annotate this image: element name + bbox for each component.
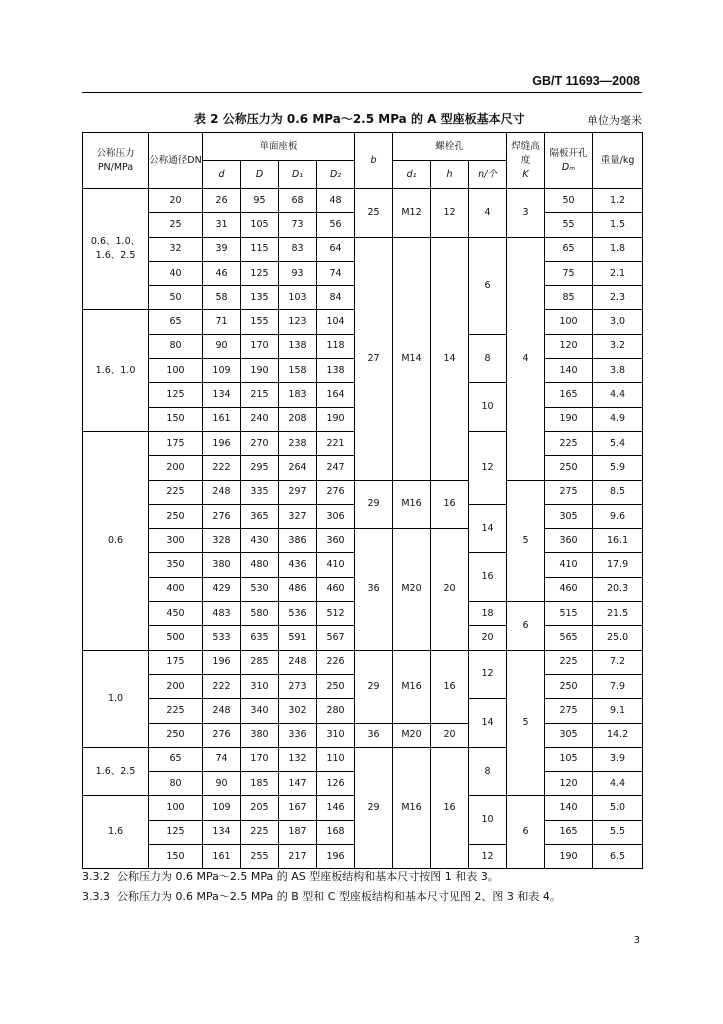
cell-D2: 104 [317,310,355,334]
header-b: b [355,133,393,189]
cell-D2: 168 [317,820,355,844]
cell-weight: 5.9 [593,456,643,480]
cell-D1: 68 [279,189,317,213]
cell-pressure: 0.6、1.0、1.6、2.5 [83,189,149,310]
header-d1: d₁ [393,161,431,189]
cell-d: 31 [203,213,241,237]
cell-dn: 175 [149,431,203,455]
cell-D2: 360 [317,529,355,553]
cell-weight: 8.5 [593,480,643,504]
cell-weight: 7.2 [593,650,643,674]
cell-dm: 190 [545,407,593,431]
cell-weld-k: 5 [507,650,545,796]
cell-bolt-n: 8 [469,334,507,383]
cell-bolt-d1: M20 [393,529,431,650]
cell-D2: 221 [317,431,355,455]
cell-D2: 64 [317,237,355,261]
cell-D2: 56 [317,213,355,237]
cell-D: 255 [241,845,279,869]
cell-weight: 9.6 [593,504,643,528]
cell-dn: 350 [149,553,203,577]
cell-dm: 275 [545,699,593,723]
cell-D: 170 [241,747,279,771]
cell-d: 196 [203,650,241,674]
table-row [83,650,643,674]
cell-weld-k: 4 [507,237,545,480]
cell-weight: 25.0 [593,626,643,650]
cell-bolt-n: 14 [469,699,507,748]
cell-dm: 460 [545,577,593,601]
cell-weight: 5.0 [593,796,643,820]
cell-D1: 302 [279,699,317,723]
cell-D: 335 [241,480,279,504]
cell-dm: 165 [545,383,593,407]
cell-dm: 120 [545,772,593,796]
note-3-3-2: 3.3.2 公称压力为 0.6 MPa～2.5 MPa 的 AS 型座板结构和基本尺寸按图 1 和表 3。 [82,870,499,883]
cell-bolt-h: 16 [431,650,469,723]
cell-dm: 190 [545,845,593,869]
cell-D: 225 [241,820,279,844]
cell-dm: 225 [545,431,593,455]
cell-weight: 1.2 [593,189,643,213]
cell-b: 36 [355,723,393,747]
cell-dm: 250 [545,456,593,480]
header-bulkhead: 隔板开孔 Dₘ [545,133,593,189]
cell-D2: 306 [317,504,355,528]
table-row [83,189,643,213]
cell-weight: 5.5 [593,820,643,844]
cell-d: 380 [203,553,241,577]
cell-dn: 65 [149,747,203,771]
cell-D: 125 [241,261,279,285]
cell-D: 365 [241,504,279,528]
cell-bolt-n: 10 [469,796,507,845]
cell-bolt-n: 12 [469,431,507,504]
cell-bolt-d1: M14 [393,237,431,480]
page-number: 3 [633,935,640,946]
header-h: h [431,161,469,189]
cell-weight: 1.8 [593,237,643,261]
cell-weight: 21.5 [593,602,643,626]
cell-bolt-n: 8 [469,747,507,796]
cell-dm: 305 [545,504,593,528]
cell-pressure: 1.6 [83,796,149,869]
cell-D: 285 [241,650,279,674]
cell-D1: 183 [279,383,317,407]
cell-D1: 187 [279,820,317,844]
cell-bolt-n: 6 [469,237,507,334]
table-row [83,747,643,771]
cell-D1: 167 [279,796,317,820]
cell-dm: 140 [545,796,593,820]
cell-dm: 140 [545,359,593,383]
cell-D1: 297 [279,480,317,504]
cell-D1: 238 [279,431,317,455]
cell-D: 115 [241,237,279,261]
cell-dn: 25 [149,213,203,237]
cell-dm: 515 [545,602,593,626]
table-row [83,480,643,504]
cell-D: 430 [241,529,279,553]
cell-D1: 132 [279,747,317,771]
cell-D2: 567 [317,626,355,650]
header-D2: D₂ [317,161,355,189]
cell-bolt-h: 20 [431,529,469,650]
cell-D: 530 [241,577,279,601]
cell-dm: 85 [545,286,593,310]
cell-b: 36 [355,529,393,650]
cell-b: 25 [355,189,393,238]
cell-D2: 247 [317,456,355,480]
cell-D2: 410 [317,553,355,577]
cell-D: 310 [241,674,279,698]
header-dn: 公称通径DN [149,133,203,189]
cell-dm: 250 [545,674,593,698]
cell-D2: 74 [317,261,355,285]
cell-weight: 16.1 [593,529,643,553]
cell-b: 27 [355,237,393,480]
cell-bolt-h: 16 [431,480,469,529]
header-rule [82,92,642,93]
cell-weight: 3.2 [593,334,643,358]
table-row [83,723,643,747]
cell-dn: 200 [149,674,203,698]
cell-D: 135 [241,286,279,310]
cell-dm: 565 [545,626,593,650]
cell-d: 109 [203,796,241,820]
table-row [83,529,643,553]
cell-d: 90 [203,334,241,358]
cell-dm: 75 [545,261,593,285]
cell-D1: 264 [279,456,317,480]
cell-d: 222 [203,456,241,480]
cell-weight: 4.4 [593,383,643,407]
cell-dm: 305 [545,723,593,747]
cell-D: 155 [241,310,279,334]
cell-d: 71 [203,310,241,334]
cell-dn: 150 [149,845,203,869]
cell-pressure: 1.6、1.0 [83,310,149,431]
cell-D2: 250 [317,674,355,698]
standard-code: GB/T 11693—2008 [532,74,640,88]
cell-D1: 217 [279,845,317,869]
cell-d: 58 [203,286,241,310]
cell-D1: 327 [279,504,317,528]
cell-D1: 336 [279,723,317,747]
cell-weight: 5.4 [593,431,643,455]
cell-bolt-d1: M16 [393,480,431,529]
cell-D1: 248 [279,650,317,674]
cell-D1: 208 [279,407,317,431]
cell-dn: 65 [149,310,203,334]
cell-D: 480 [241,553,279,577]
cell-dn: 32 [149,237,203,261]
header-bolt-hole: 螺栓孔 [393,133,507,161]
cell-bolt-n: 12 [469,650,507,699]
cell-dm: 165 [545,820,593,844]
cell-D: 95 [241,189,279,213]
cell-weight: 3.8 [593,359,643,383]
cell-d: 328 [203,529,241,553]
cell-weight: 3.9 [593,747,643,771]
cell-D: 215 [241,383,279,407]
cell-D: 205 [241,796,279,820]
cell-dn: 250 [149,504,203,528]
cell-d: 276 [203,504,241,528]
cell-d: 161 [203,407,241,431]
cell-D: 190 [241,359,279,383]
cell-dm: 65 [545,237,593,261]
cell-dm: 120 [545,334,593,358]
cell-d: 74 [203,747,241,771]
cell-bolt-h: 16 [431,747,469,868]
cell-d: 39 [203,237,241,261]
cell-weight: 14.2 [593,723,643,747]
cell-D2: 512 [317,602,355,626]
cell-D: 295 [241,456,279,480]
cell-D1: 486 [279,577,317,601]
cell-bolt-n: 18 [469,602,507,626]
cell-d: 109 [203,359,241,383]
cell-d: 134 [203,820,241,844]
cell-D: 340 [241,699,279,723]
cell-bolt-n: 12 [469,845,507,869]
cell-D1: 536 [279,602,317,626]
cell-D1: 93 [279,261,317,285]
cell-pressure: 1.0 [83,650,149,747]
cell-D2: 196 [317,845,355,869]
cell-b: 29 [355,480,393,529]
cell-bolt-h: 14 [431,237,469,480]
cell-bolt-n: 10 [469,383,507,432]
cell-weld-k: 6 [507,602,545,651]
table-row [83,237,643,261]
cell-weld-k: 6 [507,796,545,869]
cell-D1: 103 [279,286,317,310]
cell-dn: 250 [149,723,203,747]
cell-dn: 225 [149,699,203,723]
cell-d: 196 [203,431,241,455]
cell-D2: 164 [317,383,355,407]
cell-D2: 146 [317,796,355,820]
cell-bolt-h: 20 [431,723,469,747]
cell-D1: 138 [279,334,317,358]
cell-D: 270 [241,431,279,455]
cell-dn: 100 [149,359,203,383]
cell-d: 161 [203,845,241,869]
cell-D1: 73 [279,213,317,237]
cell-D1: 147 [279,772,317,796]
cell-dn: 225 [149,480,203,504]
cell-D2: 84 [317,286,355,310]
cell-weight: 17.9 [593,553,643,577]
cell-weight: 2.3 [593,286,643,310]
cell-D: 185 [241,772,279,796]
cell-dn: 40 [149,261,203,285]
cell-dm: 105 [545,747,593,771]
cell-bolt-h: 12 [431,189,469,238]
cell-D2: 138 [317,359,355,383]
header-weld: 焊缝高度 K [507,133,545,189]
cell-dm: 100 [545,310,593,334]
cell-D1: 436 [279,553,317,577]
cell-d: 248 [203,480,241,504]
cell-bolt-d1: M20 [393,723,431,747]
cell-pressure: 1.6、2.5 [83,747,149,796]
cell-dm: 275 [545,480,593,504]
cell-weld-k: 5 [507,480,545,601]
cell-d: 248 [203,699,241,723]
cell-dn: 175 [149,650,203,674]
cell-d: 429 [203,577,241,601]
cell-dn: 125 [149,383,203,407]
cell-D1: 123 [279,310,317,334]
cell-weight: 7.9 [593,674,643,698]
cell-weld-k: 3 [507,189,545,238]
cell-d: 222 [203,674,241,698]
header-n: n/个 [469,161,507,189]
cell-bolt-n: 14 [469,504,507,553]
table-header [83,133,643,189]
cell-weight: 20.3 [593,577,643,601]
cell-D2: 226 [317,650,355,674]
cell-D1: 158 [279,359,317,383]
cell-dn: 125 [149,820,203,844]
unit-label: 单位为毫米 [587,114,642,127]
cell-weight: 9.1 [593,699,643,723]
cell-dm: 360 [545,529,593,553]
cell-d: 26 [203,189,241,213]
cell-D: 170 [241,334,279,358]
cell-D1: 273 [279,674,317,698]
cell-dn: 150 [149,407,203,431]
cell-d: 90 [203,772,241,796]
cell-dn: 450 [149,602,203,626]
cell-D2: 110 [317,747,355,771]
cell-D1: 386 [279,529,317,553]
cell-D2: 310 [317,723,355,747]
cell-d: 483 [203,602,241,626]
cell-dn: 20 [149,189,203,213]
cell-dm: 225 [545,650,593,674]
cell-d: 276 [203,723,241,747]
cell-bolt-d1: M12 [393,189,431,238]
cell-d: 134 [203,383,241,407]
dimension-table [82,132,643,869]
cell-bolt-d1: M16 [393,650,431,723]
cell-dn: 300 [149,529,203,553]
cell-weight: 2.1 [593,261,643,285]
cell-D: 240 [241,407,279,431]
cell-D: 635 [241,626,279,650]
cell-weight: 1.5 [593,213,643,237]
cell-dn: 400 [149,577,203,601]
cell-D: 105 [241,213,279,237]
cell-dn: 100 [149,796,203,820]
cell-pressure: 0.6 [83,431,149,650]
cell-bolt-n: 16 [469,553,507,602]
cell-D: 380 [241,723,279,747]
cell-weight: 4.9 [593,407,643,431]
cell-weight: 4.4 [593,772,643,796]
cell-D2: 190 [317,407,355,431]
table-title: 表 2 公称压力为 0.6 MPa～2.5 MPa 的 A 型座板基本尺寸 [194,112,525,126]
cell-bolt-n: 4 [469,189,507,238]
header-D: D [241,161,279,189]
cell-dm: 410 [545,553,593,577]
cell-D2: 280 [317,699,355,723]
cell-D2: 126 [317,772,355,796]
cell-D2: 460 [317,577,355,601]
cell-D: 580 [241,602,279,626]
cell-D1: 591 [279,626,317,650]
cell-dn: 80 [149,334,203,358]
header-pn: 公称压力PN/MPa [83,133,149,189]
header-d: d [203,161,241,189]
cell-weight: 3.0 [593,310,643,334]
cell-dm: 55 [545,213,593,237]
cell-dn: 200 [149,456,203,480]
note-3-3-3: 3.3.3 公称压力为 0.6 MPa～2.5 MPa 的 B 型和 C 型座板结构和基本尺寸见图 2、图 3 和表 4。 [82,890,561,903]
cell-dn: 80 [149,772,203,796]
cell-D2: 118 [317,334,355,358]
cell-b: 29 [355,650,393,723]
cell-dm: 50 [545,189,593,213]
table-body [83,189,643,869]
header-D1: D₁ [279,161,317,189]
header-single-plate: 单面座板 [203,133,355,161]
cell-bolt-d1: M16 [393,747,431,868]
cell-D2: 48 [317,189,355,213]
header-weight: 重量/kg [593,133,643,189]
cell-b: 29 [355,747,393,868]
cell-d: 533 [203,626,241,650]
cell-dn: 50 [149,286,203,310]
cell-dn: 500 [149,626,203,650]
cell-D1: 83 [279,237,317,261]
cell-d: 46 [203,261,241,285]
cell-weight: 6.5 [593,845,643,869]
cell-D2: 276 [317,480,355,504]
cell-bolt-n: 20 [469,626,507,650]
